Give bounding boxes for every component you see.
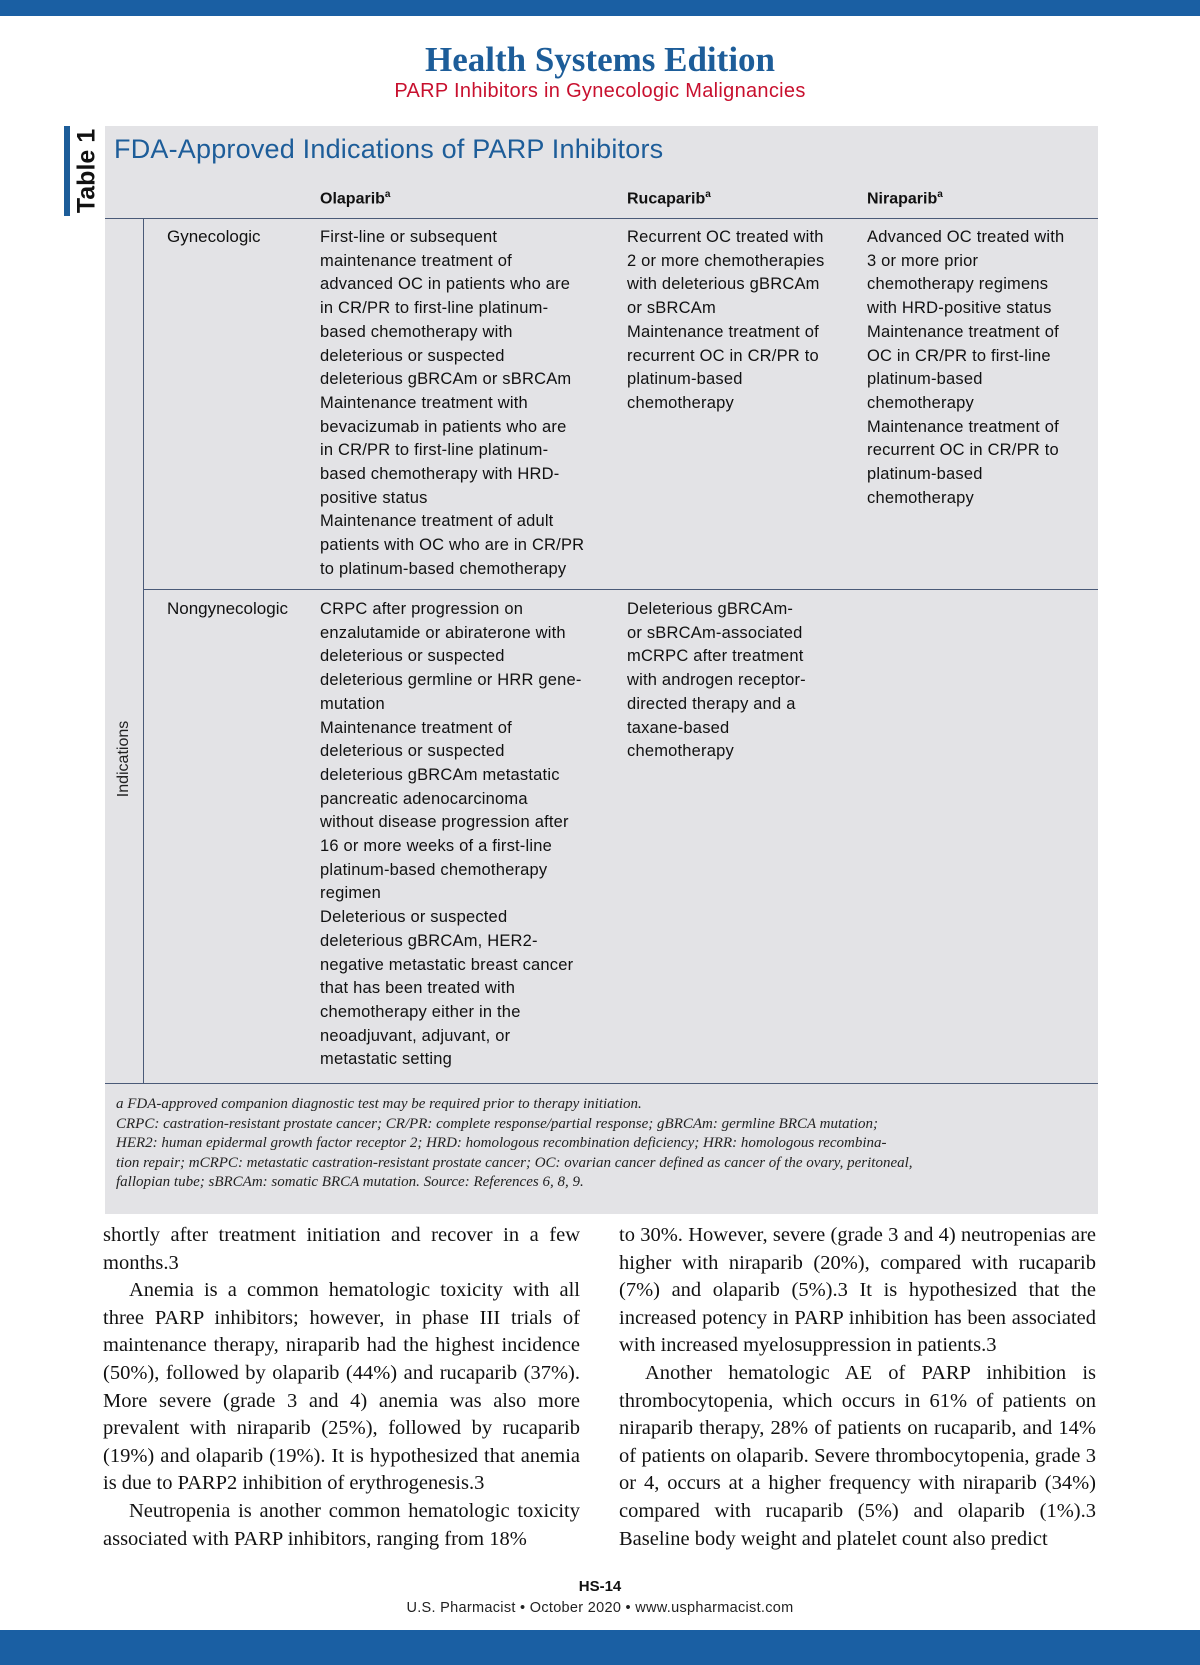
table-tab <box>64 126 103 216</box>
body-paragraph: shortly after treatment initiation and recover in a few months.3 <box>103 1224 580 1274</box>
page-number: HS-14 <box>578 1578 622 1595</box>
table-tab-label: Table 1 <box>72 128 100 214</box>
column-header-olaparib: Olaparib$^a$ <box>320 189 391 208</box>
table-title: FDA-Approved Indications of PARP Inhibitors <box>114 134 664 164</box>
table-bottom-rule <box>105 1083 1098 1084</box>
table-footnote: a FDA-approved companion diagnostic test may be required prior to therapy initiation. CRPC: castration-resistant prostate cancer; CR/PR: complete response/partial response; gBRCAm: germline BRCA mutation; HER2: human epidermal growth factor receptor 2; HRD: homologous recombination deficiency; HRR: homologous recombina- tion repair; mCRPC: metastatic castration-resistant prostate cancer; OC: ovarian cancer defined as cancer of the ovary, peritoneal, fallopian tube; sBRCAm: somatic BRCA mutation. Source: References 6, 8, 9. <box>116 1096 913 1190</box>
top-color-bar <box>0 0 1200 16</box>
cell-nongynecologic-rucaparib: Deleterious gBRCAm- or sBRCAm-associated mCRPC after treatment with androgen receptor- directed therapy and a taxane-based chemotherapy <box>627 600 806 761</box>
indications-divider <box>143 218 144 1083</box>
body-paragraph: to 30%. However, severe (grade 3 and 4) neutropenias are higher with niraparib (20%), compared with rucaparib (7%) and olaparib (5%).3 It is hypothesized that the increased potency in PARP inhibition has been associated with increased myelosuppression in patients.3 <box>619 1224 1096 1357</box>
body-column-left <box>103 1222 580 1553</box>
edition-title: Health Systems Edition <box>424 40 776 79</box>
cell-gynecologic-rucaparib: Recurrent OC treated with 2 or more chemotherapies with deleterious gBRCAm or sBRCAm Maintenance treatment of recurrent OC in CR/PR to platinum-based chemotherapy <box>627 228 825 412</box>
cell-nongynecologic-olaparib: CRPC after progression on enzalutamide or abiraterone with deleterious or suspected deleterious germline or HRR gene- mutation Maintenance treatment of deleterious or suspected deleterious gBRCAm metastatic pancreatic adenocarcinoma without disease progression after 16 or more weeks of a first-line platinum-based chemotherapy regimen Deleterious or suspected deleterious gBRCAm, HER2- negative metastatic breast cancer that has been treated with chemotherapy either in the neoadjuvant, adjuvant, or metastatic setting <box>320 600 582 1069</box>
row-divider <box>143 589 1098 590</box>
row-label-gynecologic: Gynecologic <box>167 227 261 246</box>
body-paragraph: Another hematologic AE of PARP inhibition is thrombocytopenia, which occurs in 61% of patients on niraparib therapy, 28% of patients on rucaparib, and 14% of patients on olaparib. Severe thrombocytopenia, grade 3 or 4, occurs at a higher frequency with niraparib (34%) compared with rucaparib (5%) and olaparib (1%).3 Baseline body weight and platelet count also predict <box>619 1361 1096 1550</box>
row-label-nongynecologic: Nongynecologic <box>167 599 288 618</box>
column-header-rucaparib: Rucaparib$^a$ <box>627 189 711 208</box>
cell-gynecologic-olaparib: First-line or subsequent maintenance treatment of advanced OC in patients who are in CR/PR to first-line platinum- based chemotherapy with deleterious or suspected deleterious gBRCAm or sBRCAm Maintenance treatment with bevacizumab in patients who are in CR/PR to first-line platinum- based chemotherapy with HRD- positive status Maintenance treatment of adult patients with OC who are in CR/PR to platinum-based chemotherapy <box>320 228 585 578</box>
bottom-color-bar <box>0 1630 1200 1665</box>
body-paragraph: Neutropenia is another common hematologic toxicity associated with PARP inhibitors, ranging from 18% <box>103 1499 580 1550</box>
indications-group-label: Indications <box>115 720 132 798</box>
publication-footer: U.S. Pharmacist • October 2020 • www.uspharmacist.com <box>406 1600 794 1616</box>
column-header-niraparib: Niraparib$^a$ <box>867 189 943 208</box>
body-column-right <box>619 1222 1096 1553</box>
table-panel <box>105 126 1098 1214</box>
body-paragraph: Anemia is a common hematologic toxicity with all three PARP inhibitors; however, in phase III trials of maintenance therapy, niraparib had the highest incidence (50%), followed by olaparib (44%) and rucaparib (37%). More severe (grade 3 and 4) anemia was also more prevalent with niraparib (25%), followed by rucaparib (19%) and olaparib (19%). It is hypothesized that anemia is due to PARP2 inhibition of erythrogenesis.3 <box>103 1279 580 1495</box>
edition-subtitle: PARP Inhibitors in Gynecologic Malignancies <box>394 80 806 102</box>
header-rule <box>105 218 1098 219</box>
cell-gynecologic-niraparib: Advanced OC treated with 3 or more prior chemotherapy regimens with HRD-positive status Maintenance treatment of OC in CR/PR to first-line platinum-based chemotherapy Maintenance treatment of recurrent OC in CR/PR to platinum-based chemotherapy <box>867 228 1065 507</box>
